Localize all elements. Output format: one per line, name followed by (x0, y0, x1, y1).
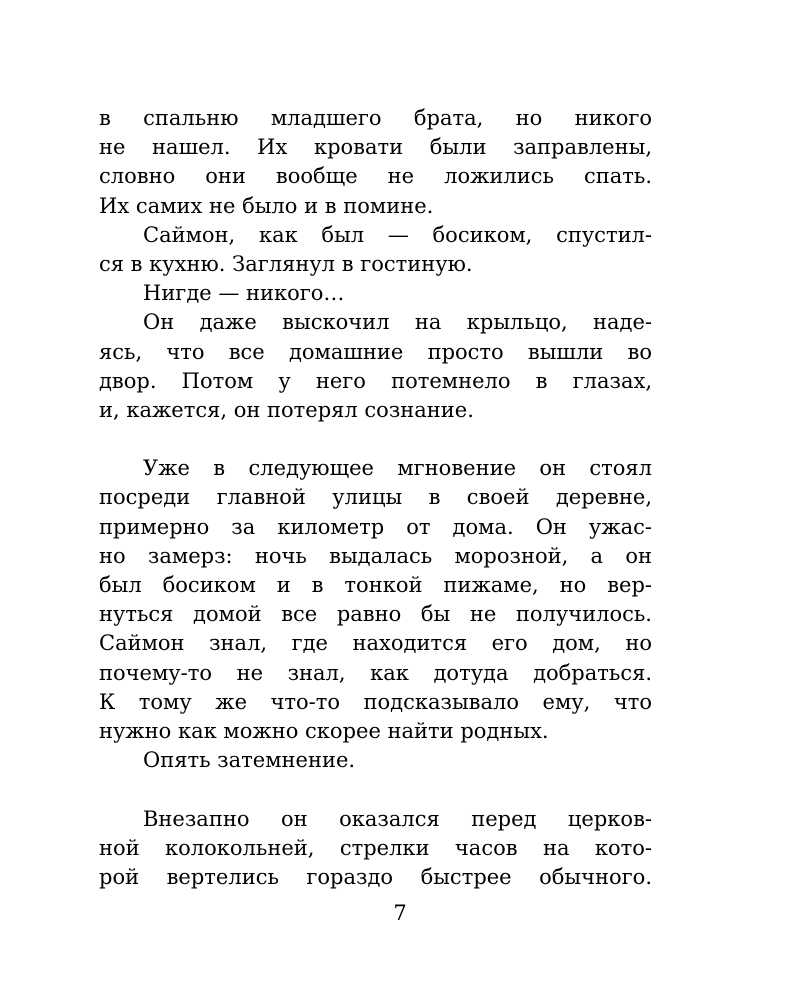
text-line: словно они вообще не ложились спать. (99, 164, 652, 189)
body-text (99, 104, 652, 892)
text-line: ся в кухню. Заглянул в гостиную. (99, 251, 473, 276)
text-line: ной колокольней, стрелки часов на кото- (99, 835, 652, 860)
text-line: Уже в следующее мгновение он стоял (143, 456, 652, 481)
page-number: 7 (393, 901, 407, 925)
text-line: но замерз: ночь выдалась морозной, а он (99, 543, 652, 568)
text-line: Их самих не было и в помине. (99, 193, 434, 218)
text-line: примерно за километр от дома. Он ужас- (99, 514, 652, 539)
text-line: Опять затемнение. (143, 748, 356, 773)
text-line: Он даже выскочил на крыльцо, наде- (143, 310, 652, 335)
paragraph-gap (99, 425, 652, 454)
text-line: двор. Потом у него потемнело в глазах, (99, 368, 652, 393)
text-line: в спальню младшего брата, но никого (99, 106, 652, 130)
text-line: Нигде — никого… (143, 281, 345, 306)
text-line: Саймон, как был — босиком, спустил- (143, 222, 652, 247)
text-line: рой вертелись гораздо быстрее обычного. (99, 864, 652, 889)
text-line: почему-то не знал, как дотуда добраться. (99, 660, 652, 685)
text-line: нужно как можно скорее найти родных. (99, 718, 549, 743)
text-line: нуться домой все равно бы не получилось. (99, 602, 652, 627)
text-line: ясь, что все домашние просто вышли во (99, 339, 652, 364)
text-line: и, кажется, он потерял сознание. (99, 397, 474, 422)
text-line: посреди главной улицы в своей деревне, (99, 485, 652, 510)
text-line: был босиком и в тонкой пижаме, но вер- (99, 573, 652, 597)
text-line: не нашел. Их кровати были заправлены, (99, 135, 652, 160)
paragraph-gap (99, 775, 652, 804)
text-line: К тому же что-то подсказывало ему, что (99, 689, 652, 714)
text-line: Внезапно он оказался перед церков- (143, 806, 652, 831)
text-line: Саймон знал, где находится его дом, но (99, 631, 652, 656)
